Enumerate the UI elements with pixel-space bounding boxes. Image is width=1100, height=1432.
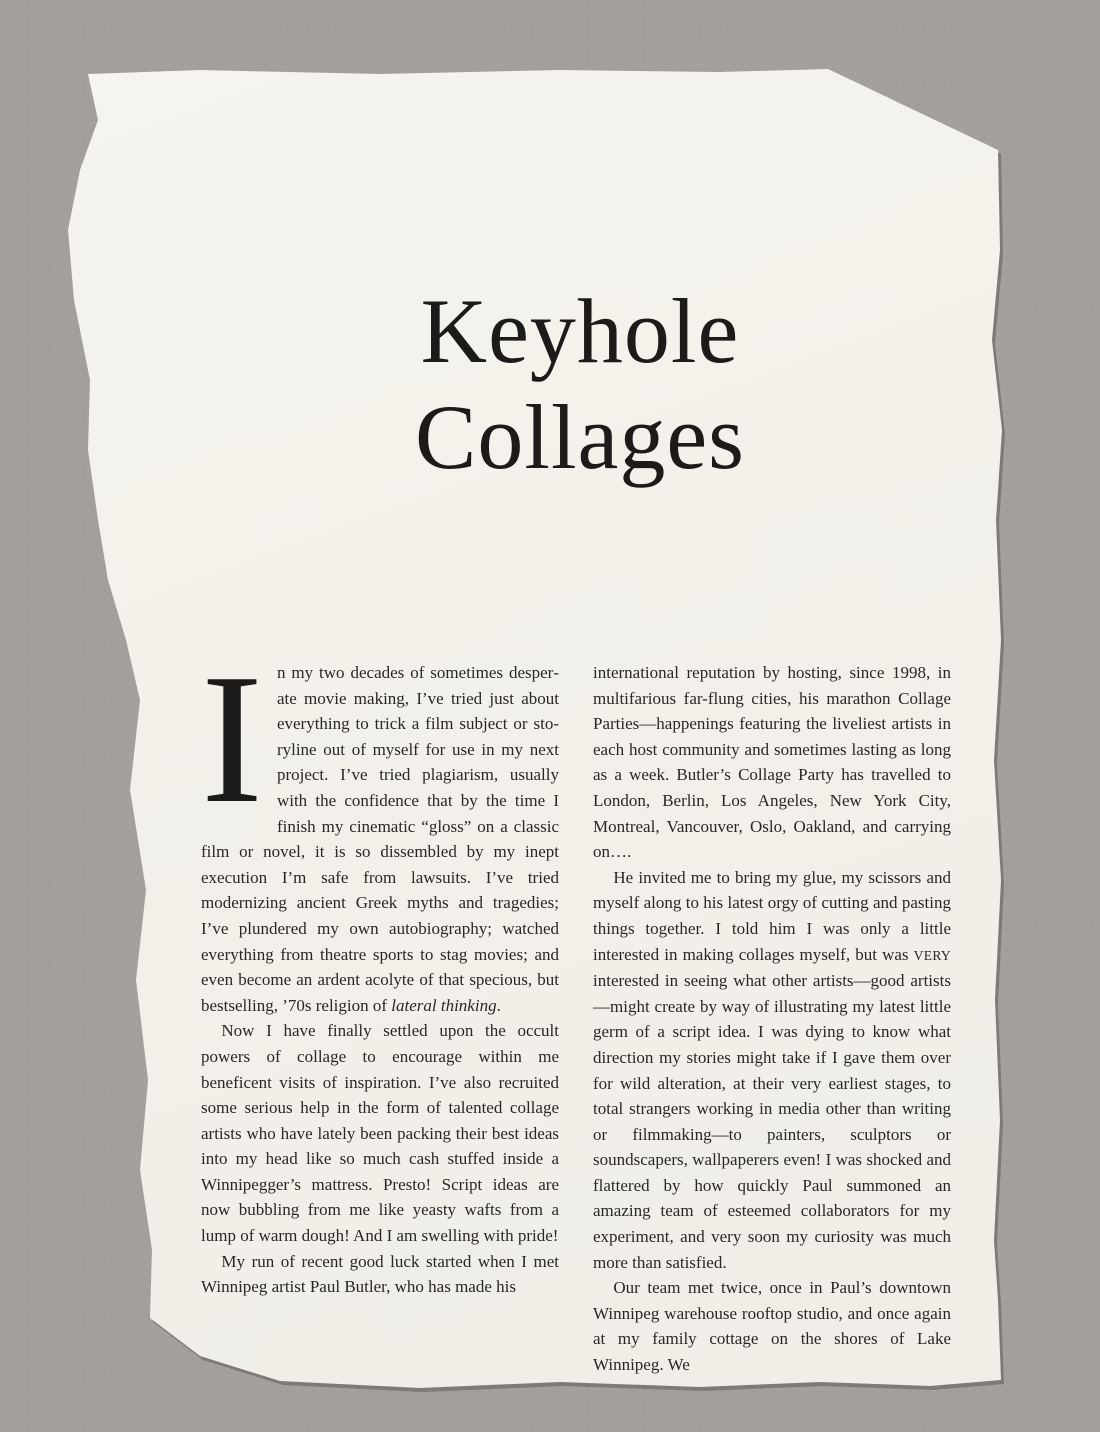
paragraph-1-text: n my two decades of sometimes desperate movie making, I’ve tried just about everything to trick a film subject or storyline out of myself for use in my next project. I’ve tried plagiarism, usually with the confidence that by the time I finish my cinematic “gloss” on a classic film or novel, it is so dissembled by my inept execution I’m safe from lawsuits. I’ve tried modernizing ancient Greek myths and tragedies; I’ve plundered my own autobiography; watched everything from theatre sports to stag movies; and even become an ardent acolyte of that specious, but bestselling, ’70s religion of (201, 663, 559, 1015)
title-line-1: Keyhole (420, 280, 740, 382)
paragraph-5-end: interested in seeing what other artists—good artists—might create by way of illustrating my latest little germ of a script idea. I was dying to know what direction my stories might take if I gave them over for wild alteration, at their very earliest stages, to total strangers working in media other than writing or filmmaking—to painters, sculptors or soundscapers, wallpaperers even! I was shocked and flattered by how quickly Paul summoned an amazing team of esteemed collaborators for my experiment, and very soon my curiosity was much more than satisfied. (593, 971, 951, 1272)
paragraph-4: international reputation by hosting, since 1998, in multifarious far-flung cities, his marathon Collage Parties—happenings featuring the liveliest artists in each host community and sometimes lasting as long as a week. Butler’s Collage Party has travelled to London, Berlin, Los Angeles, New York City, Montreal, Vancouver, Oslo, Oakland, and carrying on…. (593, 663, 951, 862)
paragraph-2: Now I have finally settled upon the occult powers of collage to encourage within me beneficent visits of inspiration. I’ve also recruited some serious help in the form of talented collage artists who have lately been packing their best ideas into my head like so much cash stuffed inside a Winnipegger’s mattress. Presto! Script ideas are now bubbling from me like yeasty wafts from a lump of warm dough! And I am swelling with pride! (201, 1021, 559, 1246)
paragraph-6: Our team met twice, once in Paul’s downtown Winnipeg warehouse rooftop studio, and once again at my family cottage on the shores of Lake Winnipeg. We (593, 1278, 951, 1375)
paragraph-5 (593, 865, 951, 1276)
paragraph-3: My run of recent good luck started when I met Winnipeg artist Paul Butler, who has made his (201, 1251, 559, 1297)
paragraph-1-end: . (496, 995, 501, 1015)
title-line-2: Collages (415, 386, 745, 488)
paragraph-5-text: He invited me to bring my glue, my scissors and myself along to his latest orgy of cutting and pasting things together. I told him I was only a little interested in making collages myself, but was (593, 867, 951, 964)
article-column-left (201, 636, 559, 1300)
drop-cap: I (201, 636, 263, 842)
small-caps-word: VERY (913, 947, 951, 963)
article-title (400, 278, 760, 490)
article-column-right (593, 660, 951, 1378)
italic-phrase: lateral thinking (391, 995, 497, 1015)
paragraph-1 (201, 636, 559, 1018)
